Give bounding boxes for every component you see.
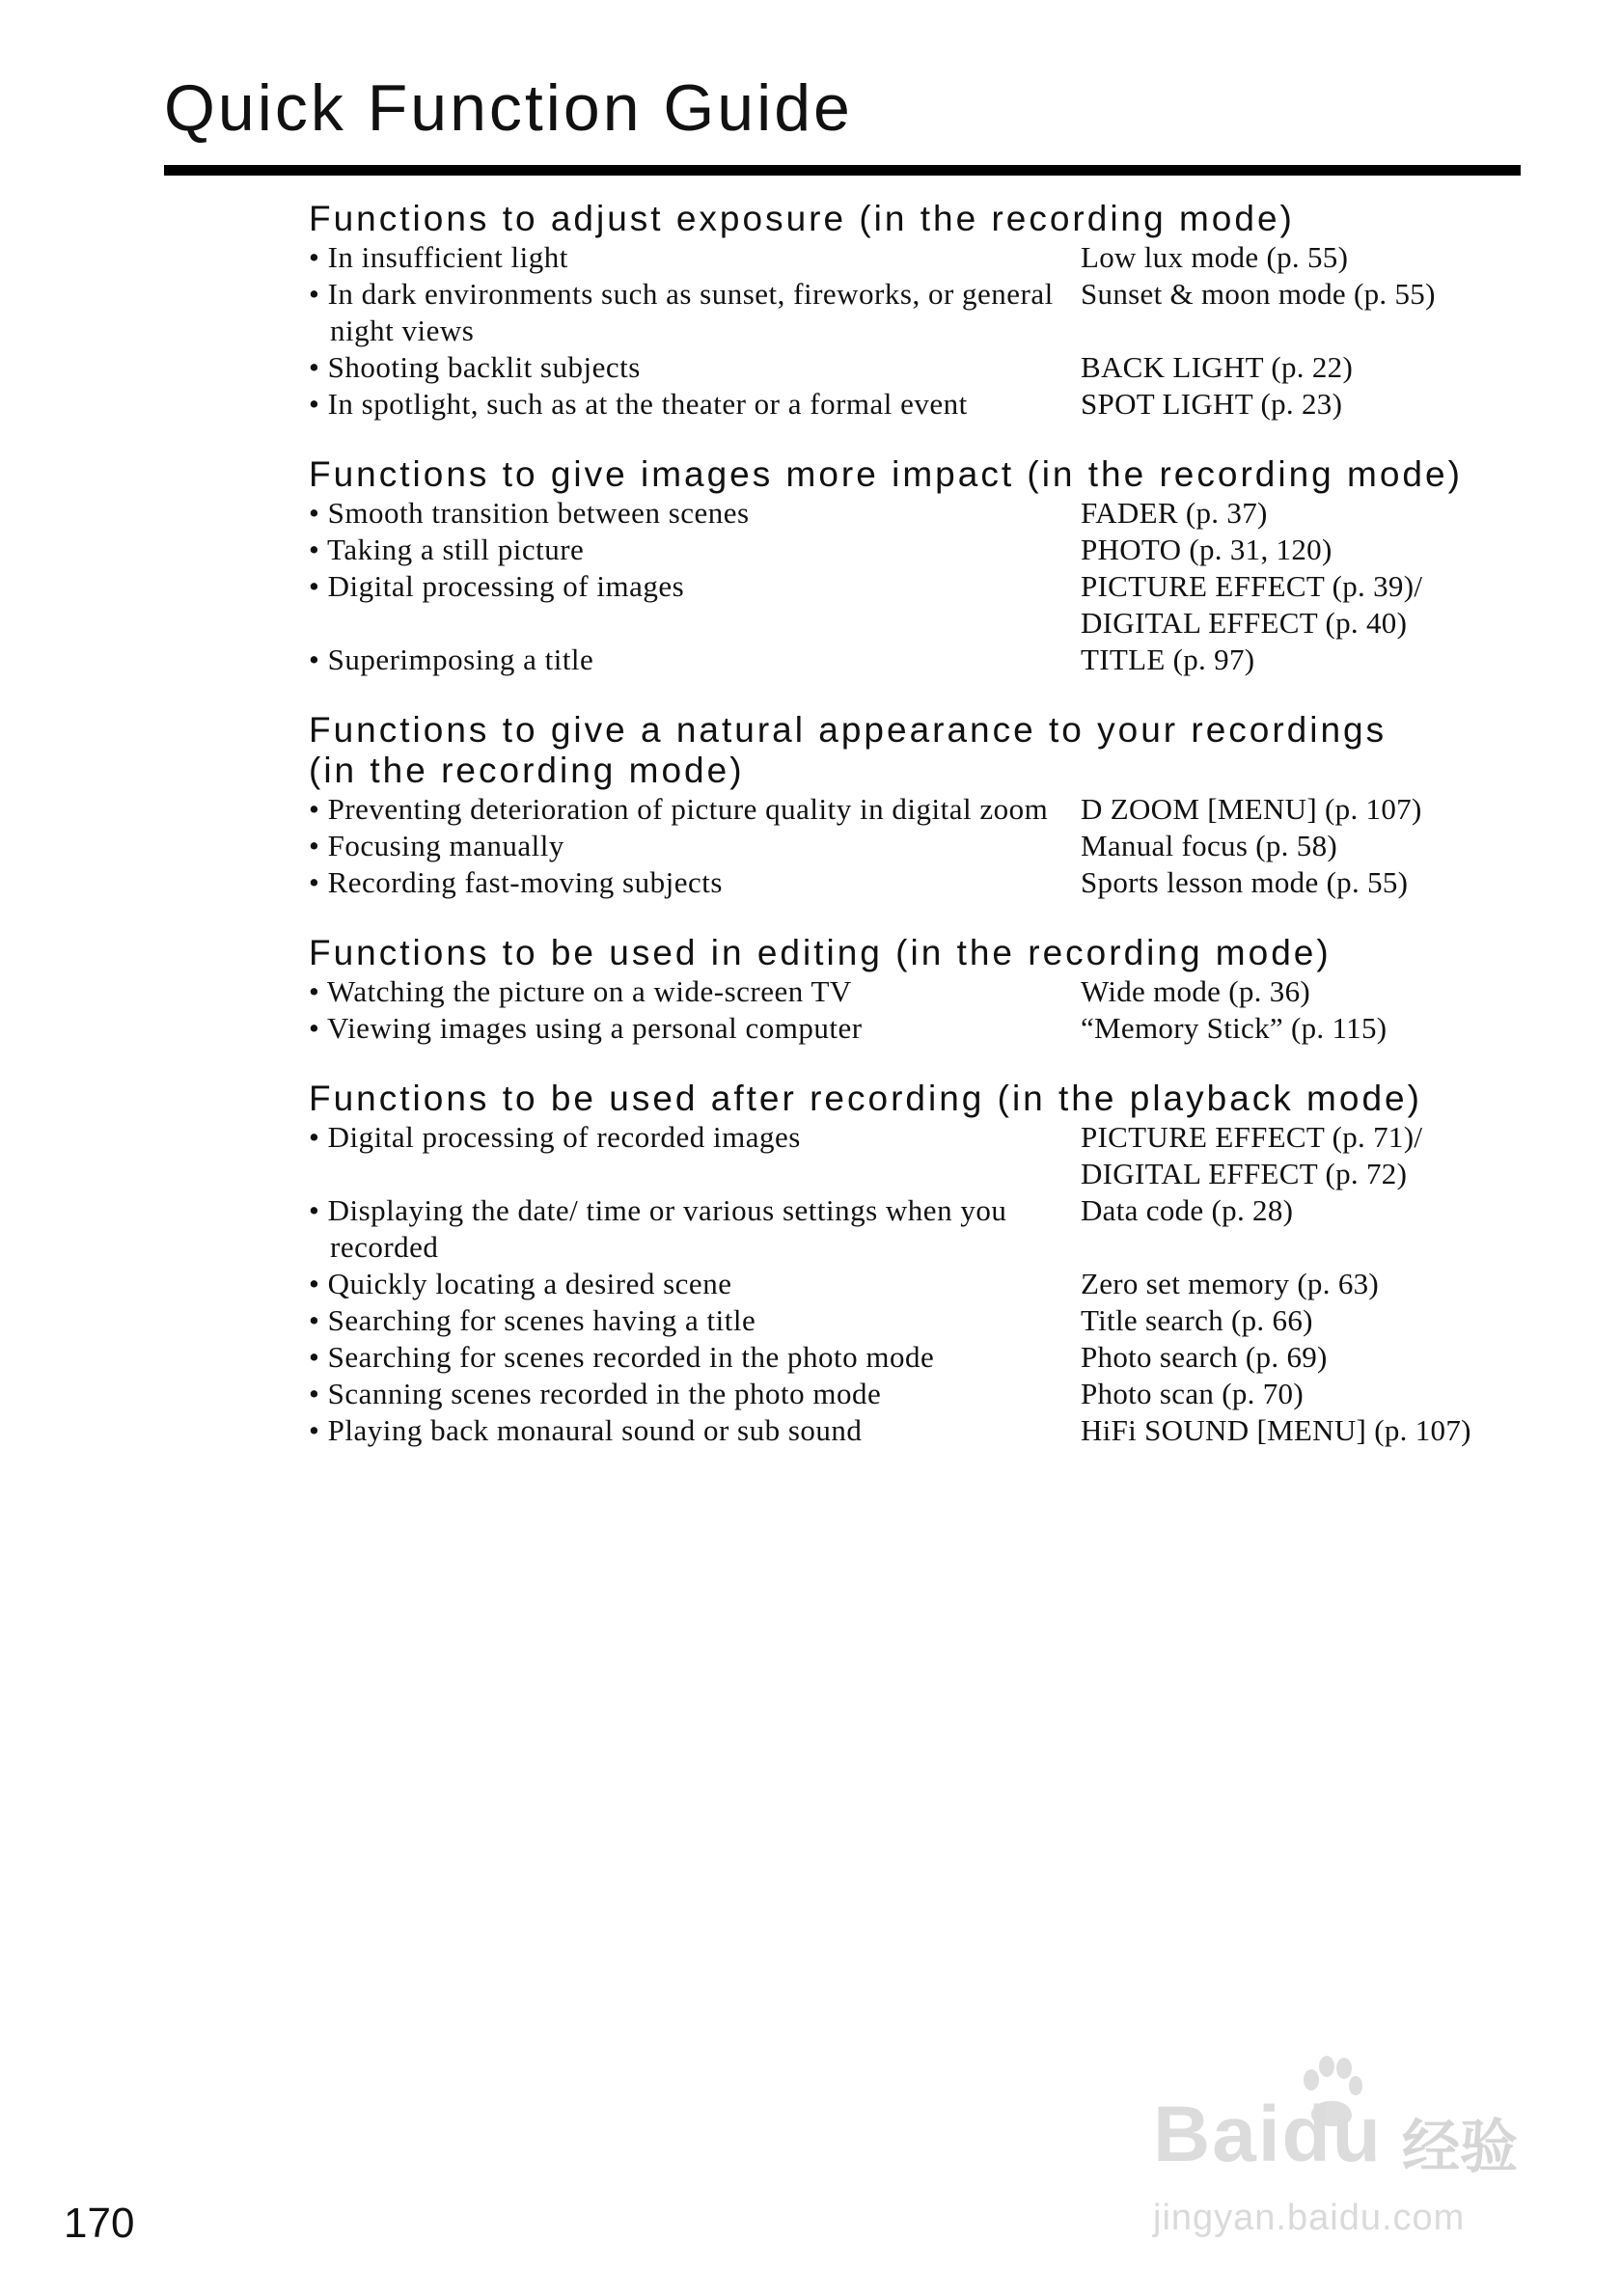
- function-description: • Searching for scenes having a title: [309, 1303, 756, 1337]
- list-item: [309, 349, 1534, 386]
- function-reference: PICTURE EFFECT (p. 39)/ DIGITAL EFFECT (p. 40): [1081, 569, 1423, 640]
- list-item: [309, 239, 1534, 276]
- function-description: • Superimposing a title: [309, 642, 594, 676]
- watermark-logo: Baidu: [1153, 2091, 1383, 2178]
- section-heading: Functions to give a natural appearance to your recordings (in the recording mode): [309, 710, 1387, 790]
- function-reference: PICTURE EFFECT (p. 71)/ DIGITAL EFFECT (p. 72): [1081, 1120, 1423, 1190]
- function-reference: Sports lesson mode (p. 55): [1081, 865, 1409, 899]
- function-description: • Taking a still picture: [309, 533, 585, 566]
- section-heading: Functions to give images more impact (in the recording mode): [309, 454, 1463, 494]
- function-guide-content: [309, 199, 1534, 1481]
- list-item: [309, 642, 1534, 678]
- function-reference: Wide mode (p. 36): [1081, 974, 1311, 1008]
- function-reference: HiFi SOUND [MENU] (p. 107): [1081, 1413, 1471, 1447]
- title-rule: [164, 165, 1521, 176]
- watermark-url: jingyan.baidu.com: [1153, 2198, 1466, 2238]
- function-reference: BACK LIGHT (p. 22): [1081, 350, 1354, 384]
- function-reference: Sunset & moon mode (p. 55): [1081, 277, 1436, 311]
- function-description: • In insufficient light: [309, 240, 568, 274]
- function-reference: SPOT LIGHT (p. 23): [1081, 387, 1343, 421]
- function-description: • Digital processing of images: [309, 569, 685, 603]
- list-item: [309, 1339, 1534, 1376]
- section-heading: Functions to adjust exposure (in the recording mode): [309, 199, 1295, 238]
- function-description: • Searching for scenes recorded in the photo mode: [309, 1340, 935, 1374]
- page-number: 170: [64, 2200, 135, 2247]
- section-exposure: [309, 199, 1534, 423]
- function-reference: D ZOOM [MENU] (p. 107): [1081, 792, 1422, 826]
- function-reference: Photo search (p. 69): [1081, 1340, 1328, 1374]
- page-title: Quick Function Guide: [164, 71, 853, 145]
- list-item: [309, 495, 1534, 532]
- list-item: [309, 1412, 1534, 1449]
- function-reference: Title search (p. 66): [1081, 1303, 1313, 1337]
- function-description: • Shooting backlit subjects: [309, 350, 641, 384]
- list-item: [309, 568, 1534, 642]
- function-description: • Digital processing of recorded images: [309, 1120, 801, 1154]
- section-heading: Functions to be used after recording (in the playback mode): [309, 1079, 1422, 1118]
- list-item: [309, 1376, 1534, 1412]
- section-editing: [309, 933, 1534, 1047]
- function-description: • Displaying the date/ time or various settings when you recorded: [309, 1193, 1007, 1264]
- section-natural-appearance: [309, 710, 1534, 901]
- list-item: [309, 1192, 1534, 1266]
- section-playback: [309, 1079, 1534, 1449]
- function-description: • Scanning scenes recorded in the photo mode: [309, 1377, 882, 1410]
- list-item: [309, 1119, 1534, 1192]
- function-reference: Manual focus (p. 58): [1081, 829, 1337, 862]
- list-item: [309, 386, 1534, 423]
- list-item: [309, 791, 1534, 828]
- list-item: [309, 276, 1534, 349]
- baidu-jingyan-watermark: [1153, 2055, 1539, 2248]
- function-reference: Data code (p. 28): [1081, 1193, 1294, 1227]
- list-item: [309, 1010, 1534, 1047]
- function-description: • In spotlight, such as at the theater or a formal event: [309, 387, 968, 421]
- section-heading: Functions to be used in editing (in the recording mode): [309, 933, 1332, 972]
- function-reference: PHOTO (p. 31, 120): [1081, 533, 1333, 566]
- function-description: • Focusing manually: [309, 829, 564, 862]
- watermark-cn-text: 经验: [1402, 2114, 1518, 2181]
- list-item: [309, 973, 1534, 1010]
- function-reference: FADER (p. 37): [1081, 496, 1268, 530]
- list-item: [309, 1266, 1534, 1302]
- function-description: • Quickly locating a desired scene: [309, 1267, 732, 1300]
- function-description: • Smooth transition between scenes: [309, 496, 750, 530]
- function-description: • Playing back monaural sound or sub sound: [309, 1413, 863, 1447]
- function-description: • Recording fast-moving subjects: [309, 865, 723, 899]
- function-reference: TITLE (p. 97): [1081, 642, 1255, 676]
- function-description: • Viewing images using a personal computer: [309, 1011, 863, 1045]
- function-description: • In dark environments such as sunset, fireworks, or general night views: [309, 277, 1054, 347]
- list-item: [309, 864, 1534, 901]
- list-item: [309, 532, 1534, 568]
- function-description: • Preventing deterioration of picture quality in digital zoom: [309, 792, 1049, 826]
- list-item: [309, 1302, 1534, 1339]
- function-description: • Watching the picture on a wide-screen TV: [309, 974, 852, 1008]
- list-item: [309, 828, 1534, 864]
- function-reference: Photo scan (p. 70): [1081, 1377, 1304, 1410]
- function-reference: Zero set memory (p. 63): [1081, 1267, 1380, 1300]
- function-reference: “Memory Stick” (p. 115): [1081, 1011, 1387, 1045]
- function-reference: Low lux mode (p. 55): [1081, 240, 1349, 274]
- section-impact: [309, 454, 1534, 678]
